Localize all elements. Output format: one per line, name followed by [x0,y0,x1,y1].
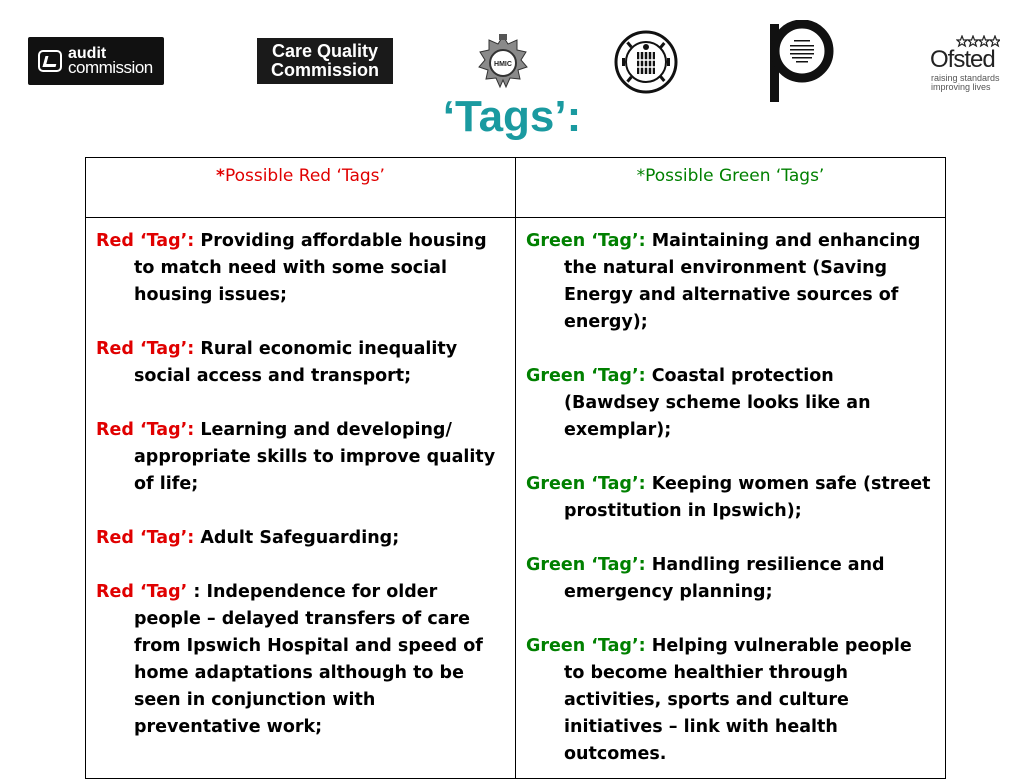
green-tag-text: Keeping women safe (street prostitution in Ipswich); [564,474,931,521]
red-tag-item [96,336,505,390]
ofsted-logo [930,35,1002,95]
tags-table [85,157,946,779]
ofsted-tagline-2: improving lives [931,82,991,92]
red-tag-label: Red ‘Tag’ [96,582,188,602]
red-tag-item [96,579,505,741]
green-tag-item [526,363,935,444]
header-red-label: Possible Red ‘Tags’ [224,166,385,186]
red-tag-text: Rural economic inequality social access and transport; [134,339,458,386]
green-tag-item [526,228,935,336]
ofsted-wordmark: Ofsted [930,46,995,73]
red-tag-label: Red ‘Tag’: [96,231,195,251]
cqc-logo-line2: Commission [270,60,380,80]
audit-logo-line1: audit [68,45,107,62]
red-tag-item [96,525,505,552]
care-quality-commission-logo [257,38,393,84]
cqc-logo-line1: Care Quality [271,41,379,61]
table-header-row [86,158,946,218]
header-green-tags [516,158,946,218]
audit-commission-logo [28,37,164,85]
green-tag-text: Handling resilience and emergency planning; [564,555,885,602]
header-red-star: * [216,166,225,186]
red-tag-text: Learning and developing/ appropriate skills to improve quality of life; [134,420,496,494]
red-tags-cell [86,218,516,779]
hmic-badge-icon [477,34,529,90]
red-tag-label: Red ‘Tag’: [96,339,195,359]
red-tag-item [96,228,505,309]
green-tag-text: Helping vulnerable people to become healthier through activities, sports and culture initiatives – link with health outcomes. [564,636,912,764]
header-red-tags [86,158,516,218]
green-tag-label: Green ‘Tag’: [526,366,646,386]
hm-inspectorate-of-prisons-seal-icon [614,30,678,94]
green-tag-label: Green ‘Tag’: [526,636,646,656]
green-tag-label: Green ‘Tag’: [526,555,646,575]
ofsted-tagline-1: raising standards [931,73,1000,83]
red-tag-label: Red ‘Tag’: [96,528,195,548]
audit-logo-line2: commission [68,58,153,77]
header-green-label: *Possible Green ‘Tags’ [636,166,825,186]
green-tag-text: Maintaining and enhancing the natural environment (Saving Energy and alternative sources of energy); [564,231,921,332]
red-tag-label: Red ‘Tag’: [96,420,195,440]
page-title: ‘Tags’: [442,92,582,141]
red-tag-item [96,417,505,498]
green-tag-label: Green ‘Tag’: [526,474,646,494]
green-tags-cell [516,218,946,779]
green-tag-text: Coastal protection (Bawdsey scheme looks like an exemplar); [564,366,871,440]
hmic-badge-text: HMIC [494,61,512,68]
green-tag-item [526,633,935,768]
red-tag-text: Providing affordable housing to match need with some social housing issues; [134,231,487,305]
red-tag-text: Adult Safeguarding; [194,528,400,548]
green-tag-item [526,552,935,606]
green-tag-label: Green ‘Tag’: [526,231,646,251]
red-tag-text: : Independence for older people – delayed transfers of care from Ipswich Hospital and speed of home adaptations although to be seen in conjunction with preventative work; [134,582,483,737]
table-body-row [86,218,946,779]
green-tag-item [526,471,935,525]
audit-commission-mark-icon [38,50,62,72]
